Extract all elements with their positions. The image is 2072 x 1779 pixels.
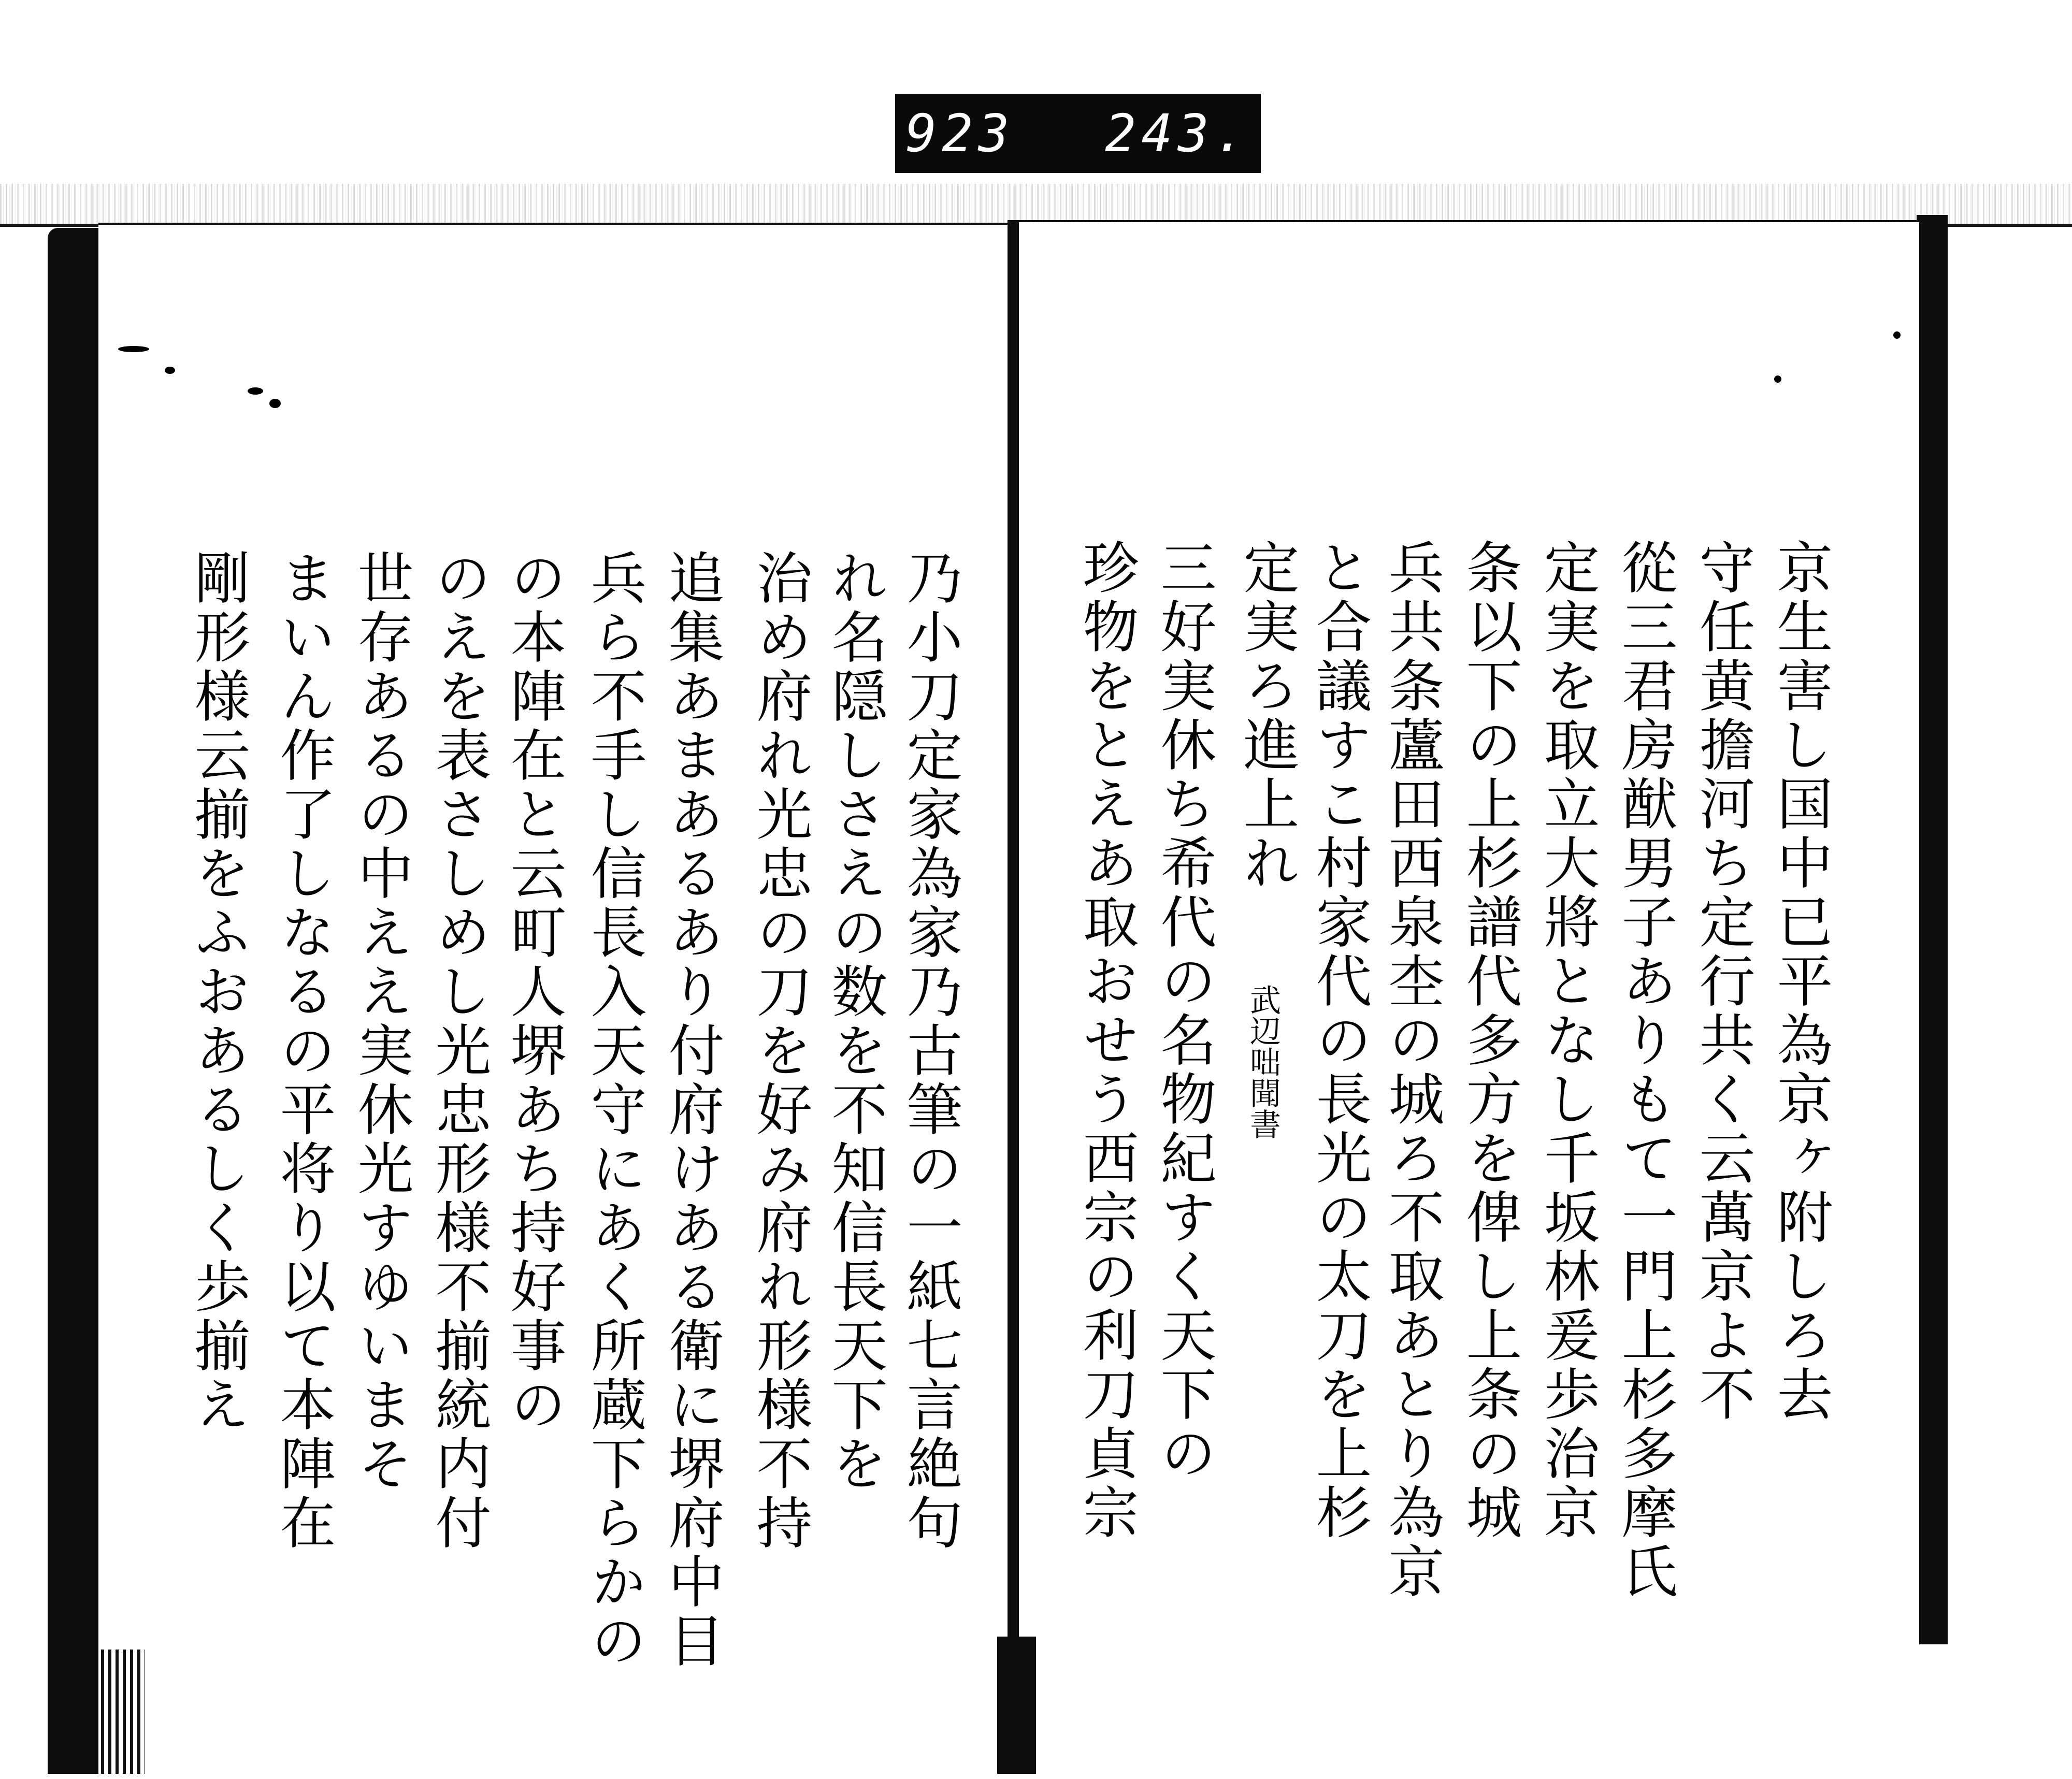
ink-mark (269, 399, 281, 408)
frame-number-right: 243. (1105, 103, 1250, 164)
frame-number-left: 923 (905, 103, 1015, 164)
book-edge-left (48, 228, 105, 1774)
right-page-column-10: 珍物をとえあ取おせう西宗の利刀貞宗 (1073, 539, 1138, 1542)
left-page-column-5: 兵ら不手し信長入天守にあく所蔵下らかの (581, 549, 646, 1671)
left-page-column-8: 世存あるの中ええ実休光すゆいまそ (348, 549, 413, 1494)
right-page-column-4: 定実を取立大將となし千坂林爰歩治京 (1534, 539, 1599, 1542)
left-page-column-3: 治め府れ光忠の刀を好み府れ形様不持 (747, 549, 812, 1553)
book-edge-right (1917, 215, 1948, 1644)
book-gutter (1008, 220, 1019, 1655)
right-page-column-7: と合議すこ村家代の長光の太刀を上杉 (1306, 539, 1371, 1542)
left-page-column-4: 追集あまあるあり付府けある衛に堺府中目 (659, 549, 724, 1671)
ink-mark (1774, 375, 1781, 383)
ink-mark (1893, 331, 1901, 339)
right-page-column-6: 兵共条蘆田西泉杢の城ろ不取あとり為京 (1379, 539, 1444, 1601)
right-page-column-8: 定実ろ進上れ (1234, 539, 1299, 893)
right-page-column-1: 京生害し国中已平為京ヶ附しろ去 (1767, 539, 1832, 1424)
right-page-column-9: 三好実休ち希代の名物紀すく天下の (1151, 539, 1216, 1483)
left-page-column-1: 乃小刀定家為家乃古筆の一紙七言絶句 (897, 549, 962, 1553)
right-page-column-3: 從三君房猷男子ありもて一門上杉多摩氏 (1612, 539, 1677, 1601)
left-page-column-2: れ名隠しさえの数を不知信長天下を (822, 549, 887, 1494)
left-page-column-6: の本陣在と云町人堺あち持好事の (501, 549, 566, 1435)
ink-mark (248, 387, 263, 395)
gutter-foot (997, 1637, 1036, 1774)
ink-mark (165, 367, 175, 374)
frame-number-label (895, 94, 1261, 173)
page-edge-stripes (101, 1650, 145, 1774)
left-page-column-10: 剛形様云揃をふおあるしく歩揃え (185, 549, 250, 1435)
right-page-column-5: 条以下の上杉譜代多方を俾し上条の城 (1457, 539, 1521, 1542)
left-page-column-9: まいん作了しなるの平将り以て本陣在 (270, 549, 335, 1553)
right-page-annotation: 武辺咄聞書 (1245, 984, 1281, 1139)
ink-mark (118, 346, 149, 352)
scanner-noise-band (0, 184, 2072, 225)
left-page-column-7: のえを表さしめし光忠形様不揃統内付 (426, 549, 491, 1553)
right-page-column-2: 守任黄擔河ち定行共く云萬京よ不 (1690, 539, 1754, 1424)
